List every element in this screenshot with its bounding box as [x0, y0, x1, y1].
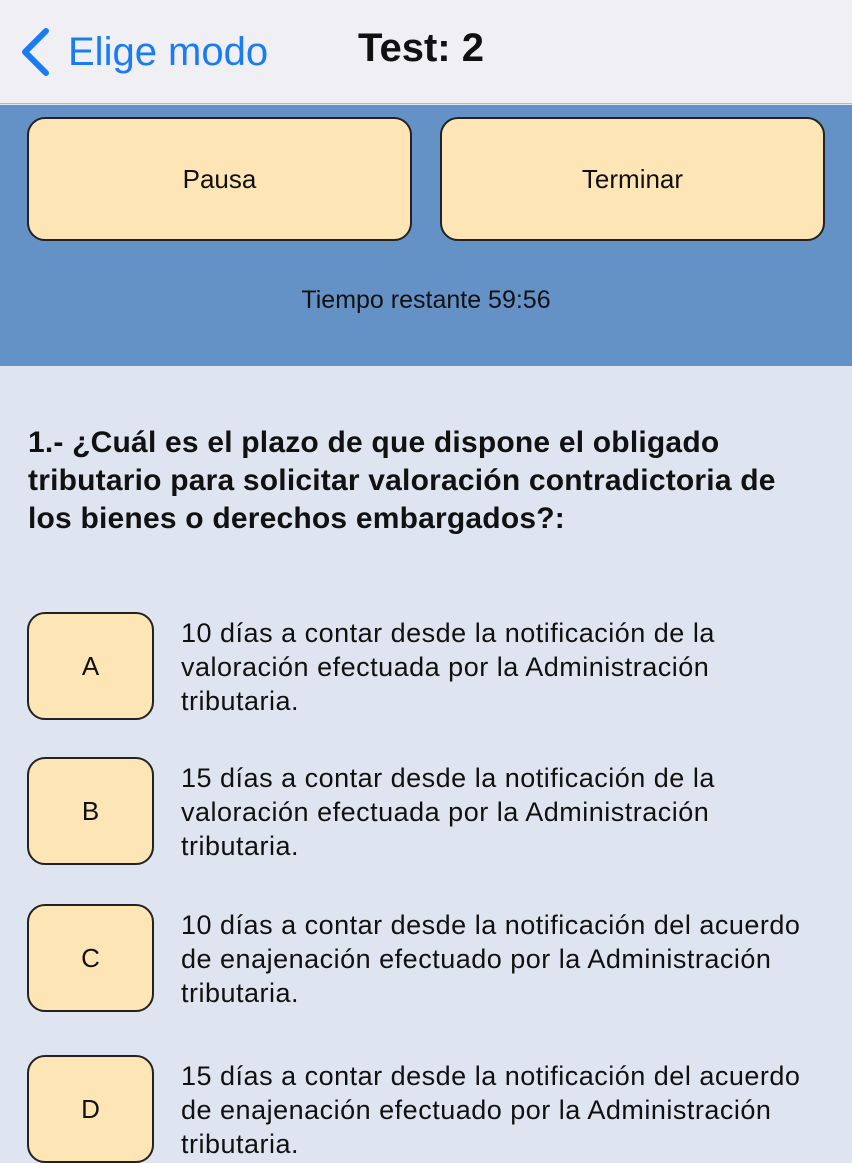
pause-button[interactable]: Pausa	[27, 117, 412, 241]
question-text: 1.- ¿Cuál es el plazo de que dispone el obligado tributario para solicitar valoración contradictoria de los bienes o derechos embargados?:	[28, 426, 776, 535]
page-title: Test: 2	[358, 26, 484, 70]
test-control-panel	[0, 105, 852, 366]
navigation-bar	[0, 0, 852, 104]
back-button[interactable]	[18, 22, 268, 82]
answer-text-d: 15 días a contar desde la notificación del acuerdo de enajenación efectuado por la Administración tributaria.	[181, 1061, 801, 1159]
chevron-left-icon	[18, 27, 52, 77]
answer-text-a: 10 días a contar desde la notificación de la valoración efectuada por la Administración tributaria.	[181, 618, 715, 716]
answer-text-b: 15 días a contar desde la notificación de la valoración efectuada por la Administración tributaria.	[181, 763, 715, 861]
finish-button[interactable]: Terminar	[440, 117, 825, 241]
answer-button-a[interactable]: A	[27, 612, 154, 720]
answer-button-c[interactable]: C	[27, 904, 154, 1012]
answer-button-d[interactable]: D	[27, 1055, 154, 1163]
time-remaining: Tiempo restante 59:56	[301, 286, 551, 314]
back-button-label: Elige modo	[68, 29, 269, 74]
answer-button-b[interactable]: B	[27, 757, 154, 865]
answer-text-c: 10 días a contar desde la notificación del acuerdo de enajenación efectuado por la Administración tributaria.	[181, 910, 801, 1008]
